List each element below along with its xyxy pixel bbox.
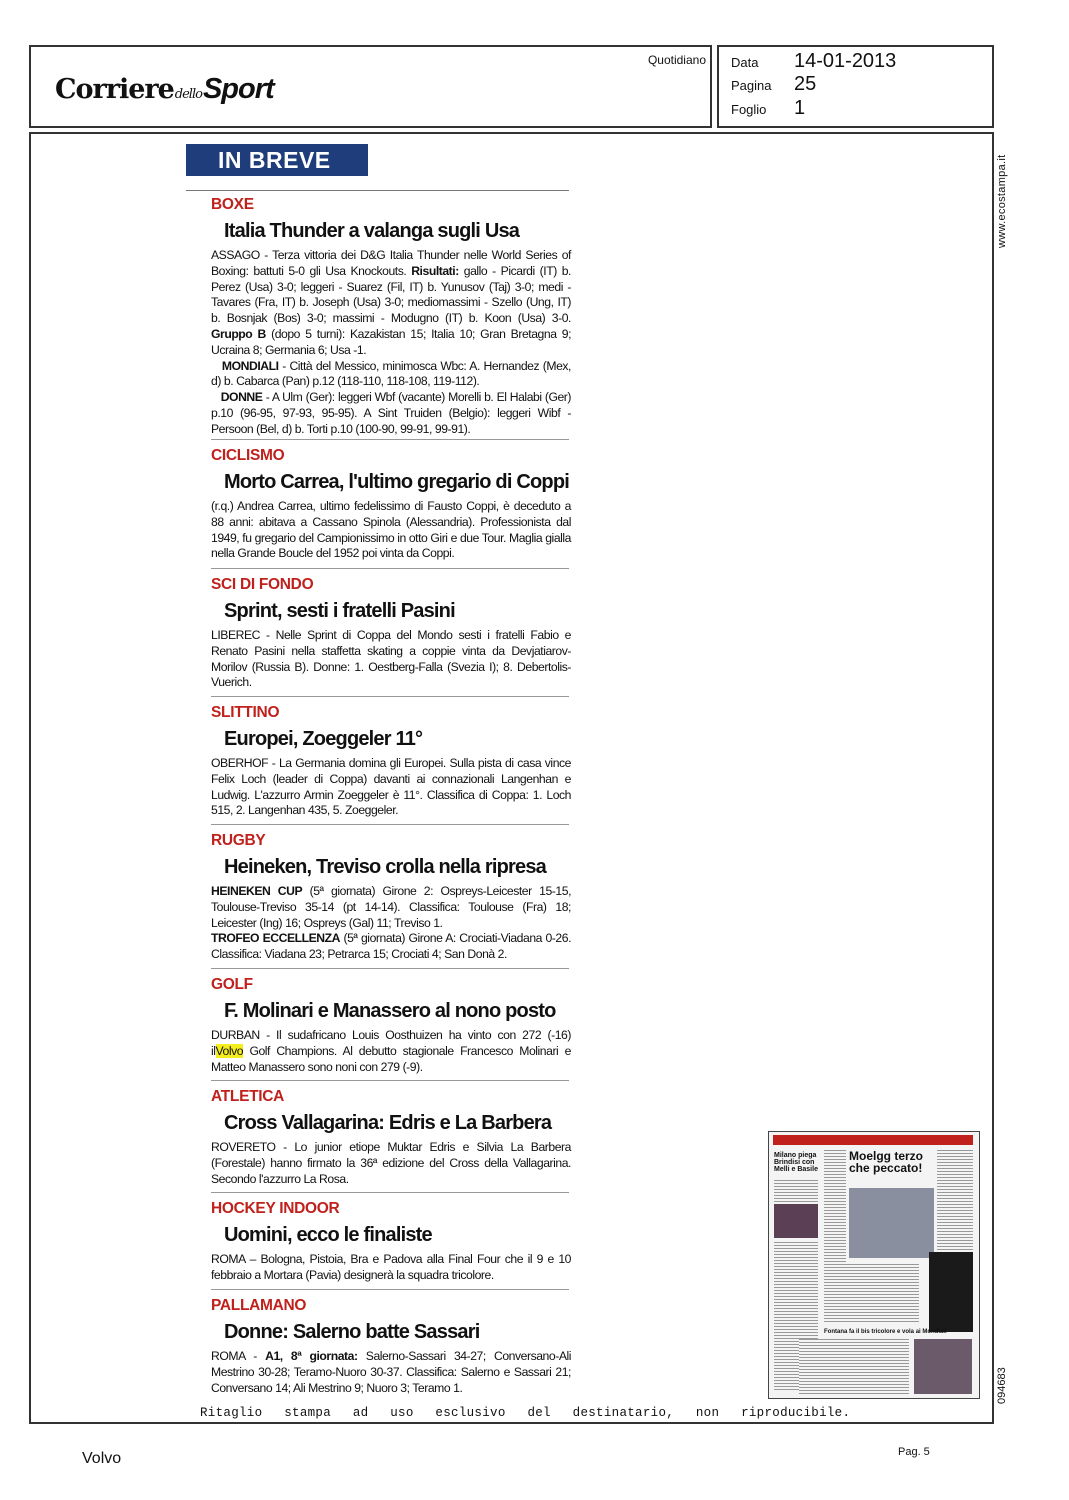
- section-golf: [211, 976, 571, 1075]
- section-rule: [211, 568, 569, 569]
- data-value: 14-01-2013: [794, 50, 897, 72]
- quotidiano-label: Quotidiano: [647, 53, 706, 67]
- section-slittino: [211, 704, 571, 819]
- section-title: Donne: Salerno batte Sassari: [224, 1321, 480, 1343]
- section-rugby: [211, 832, 571, 963]
- section-category: PALLAMANO: [211, 1297, 307, 1314]
- section-boxe: [211, 196, 571, 438]
- section-sci-di-fondo: [211, 576, 571, 691]
- banner-rule: [186, 190, 569, 191]
- section-body: ASSAGO - Terza vittoria dei D&G Italia Thunder nelle World Series of Boxing: battuti 5-0 gli Usa Knockouts. Risultati: gallo - Picardi (IT) b. Perez (Usa) 3-0; leggeri - Suarez (Fil, IT) b. Yunusov (Taj) 3-0; medi - Tavares (Fra, IT) b. Joseph (Usa) 3-0; mediomassimi - Szello (Ung, IT) b. Bosnjak (Bos) 3-0; massimi - Modugno (IT) b. Koon (Usa) 3-0. Gruppo B (dopo 5 turni): Kazakistan 15; Italia 10; Gran Bretagna 9; Ucraina 8; Germania 6; Usa -1. MONDIALI - Città del Messico, minimosca Wbc: A. Hernandez (Mex, d) b. Cabarca (Pan) p.12 (118-110, 118-108, 119-112). DONNE - A Ulm (Ger): leggeri Wbf (vacante) Morelli b. El Halabi (Ger) p.10 (96-95, 97-93, 95-95). A Sint Truiden (Belgio): leggeri Wibf - Persoon (Bel, d) b. Torti p.10 (100-90, 99-91, 99-91).: [211, 248, 572, 436]
- data-label: Data: [731, 55, 759, 70]
- foglio-value: 1: [794, 97, 806, 119]
- section-title: Europei, Zoeggeler 11°: [224, 728, 423, 750]
- section-category: CICLISMO: [211, 447, 285, 464]
- section-body: OBERHOF - La Germania domina gli Europei. Sulla pista di casa vince Felix Loch (leader di Coppa) davanti ai connazionali Langenhan e Ludwig. L'azzurro Armin Zoeggeler è 11°. Classifica di Coppa: 1. Loch 515, 2. Langenhan 435, 5. Zoeggeler.: [211, 756, 571, 818]
- page-number: Pag. 5: [898, 1446, 930, 1458]
- section-rule: [211, 824, 569, 825]
- header-meta-box: [717, 45, 994, 128]
- thumbnail-photo: [914, 1339, 972, 1394]
- section-body: ROMA – Bologna, Pistoia, Bra e Padova alla Final Four che il 9 e 10 febbraio a Mortara (Pavia) designerà la squadra tricolore.: [211, 1252, 571, 1282]
- section-rule: [211, 439, 569, 440]
- section-category: GOLF: [211, 976, 253, 993]
- section-rule: [211, 1192, 569, 1193]
- side-url: www.ecostampa.it: [996, 154, 1008, 248]
- section-body: LIBEREC - Nelle Sprint di Coppa del Mondo sesti i fratelli Fabio e Renato Pasini nella staffetta skating a coppie vinta da Devjatiarov-Morilov (Russia B). Donne: 1. Oestberg-Falla (Svezia I); 8. Debertolis-Vuerich.: [211, 628, 571, 690]
- pagina-label: Pagina: [731, 78, 772, 93]
- logo-mid-text: dello: [174, 87, 202, 102]
- section-category: HOCKEY INDOOR: [211, 1200, 340, 1217]
- section-rule: [211, 696, 569, 697]
- highlighted-keyword: Volvo: [215, 1043, 244, 1058]
- section-atletica: [211, 1088, 571, 1187]
- section-hockey-indoor: [211, 1200, 571, 1284]
- thumbnail-text-column: [799, 1339, 909, 1394]
- thumbnail-photo: [929, 1252, 973, 1332]
- section-title: Heineken, Treviso crolla nella ripresa: [224, 856, 546, 878]
- section-category: SLITTINO: [211, 704, 280, 721]
- page-thumbnail: [768, 1131, 980, 1399]
- section-title: Italia Thunder a valanga sugli Usa: [224, 220, 520, 242]
- newspaper-logo: [55, 73, 274, 106]
- thumbnail-photo: [849, 1188, 934, 1258]
- section-category: ATLETICA: [211, 1088, 285, 1105]
- thumbnail-text-column: [824, 1264, 919, 1322]
- section-pallamano: [211, 1297, 571, 1396]
- pagina-value: 25: [794, 73, 817, 95]
- section-body: (r.q.) Andrea Carrea, ultimo fedelissimo di Fausto Coppi, è deceduto a 88 anni: abitava a Cassano Spinola (Alessandria). Professionista dal 1949, fu gregario del Campionissimo in otto Giri e due Tour. Maglia gialla nella Grande Boucle del 1952 poi vinta da Coppi.: [211, 499, 571, 561]
- section-category: RUGBY: [211, 832, 266, 849]
- foglio-label: Foglio: [731, 102, 767, 117]
- section-title: Morto Carrea, l'ultimo gregario di Coppi: [224, 471, 570, 493]
- footer-disclaimer: Ritaglio stampa ad uso esclusivo del destinatario, non riproducibile.: [200, 1406, 851, 1420]
- section-rule: [211, 1080, 569, 1081]
- thumbnail-header-band: [773, 1135, 973, 1145]
- header-left-box: [29, 45, 712, 128]
- section-category: BOXE: [211, 196, 254, 213]
- thumbnail-headline-3: Fontana fa il bis tricolore e vola ai Mondiali: [824, 1329, 947, 1335]
- thumbnail-headline-1: Milano piega Brindisi con Melli e Basile: [774, 1152, 818, 1173]
- thumbnail-photo: [774, 1204, 818, 1238]
- section-ciclismo: [211, 447, 571, 562]
- side-code: 094683: [996, 1367, 1008, 1404]
- logo-main-text: Corriere: [55, 74, 174, 105]
- in-breve-banner: IN BREVE: [186, 144, 368, 176]
- thumbnail-text-column: [937, 1150, 973, 1250]
- section-body: HEINEKEN CUP (5ª giornata) Girone 2: Ospreys-Leicester 15-15, Toulouse-Treviso 35-14 (pt 14-14). Classifica: Toulouse (Fra) 18; Leicester (Ing) 16; Ospreys (Gal) 11; Treviso 1. TROFEO ECCELLENZA (5ª giornata) Girone A: Crociati-Viadana 0-26. Classifica: Viadana 23; Petrarca 15; Crociati 4; San Donà 2.: [211, 884, 572, 962]
- section-rule: [211, 1289, 569, 1290]
- section-body: ROVERETO - Lo junior etiope Muktar Edris e Silvia La Barbera (Forestale) hanno firmato la 36ª edizione del Cross della Vallagarina. Secondo l'azzurro La Rosa.: [211, 1140, 571, 1186]
- thumbnail-text-column: [774, 1180, 818, 1202]
- section-rule: [211, 968, 569, 969]
- section-title: Uomini, ecco le finaliste: [224, 1224, 432, 1246]
- section-title: Cross Vallagarina: Edris e La Barbera: [224, 1112, 552, 1134]
- logo-end-text: Sport: [202, 73, 274, 105]
- thumbnail-headline-2: Moelgg terzo che peccato!: [849, 1149, 923, 1175]
- section-title: F. Molinari e Manassero al nono posto: [224, 1000, 556, 1022]
- section-body: DURBAN - Il sudafricano Louis Oosthuizen ha vinto con 272 (-16) ilVolvo Golf Champions. Al debutto stagionale Francesco Molinari e Matteo Manassero sono noni con 279 (-9).: [211, 1028, 571, 1074]
- section-category: SCI DI FONDO: [211, 576, 314, 593]
- section-body: ROMA - A1, 8ª giornata: Salerno-Sassari 34-27; Conversano-Ali Mestrino 30-28; Teramo-Nuoro 30-37. Classifica: Salerno e Sassari 21; Conversano 14; Ali Mestrino 9; Nuoro 3; Teramo 1.: [211, 1349, 572, 1395]
- bottom-left-keyword: Volvo: [82, 1450, 122, 1467]
- section-title: Sprint, sesti i fratelli Pasini: [224, 600, 455, 622]
